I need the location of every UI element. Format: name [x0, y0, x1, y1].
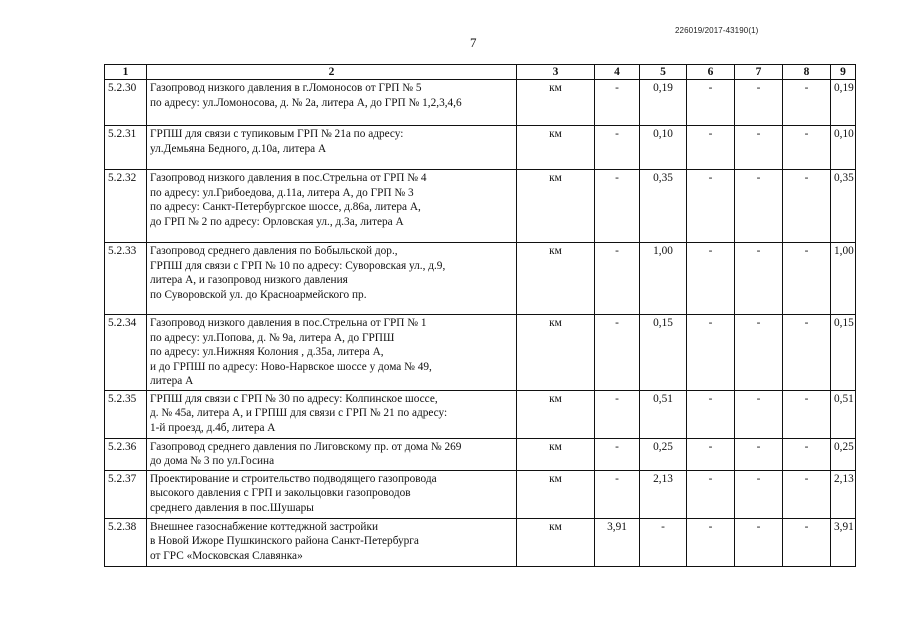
row-description — [147, 243, 517, 315]
description-line: ул.Демьяна Бедного, д.10а, литера А — [150, 142, 327, 155]
col9-value: 0,10 — [831, 126, 856, 170]
description-line: Газопровод среднего давления по Бобыльской дор., — [150, 245, 398, 257]
table-row — [105, 438, 856, 470]
table-row — [105, 80, 856, 126]
col4-value: - — [595, 170, 640, 243]
description-line: д. № 45а, литера А, и ГРПШ для связи с ГРП № 21 по адресу: — [150, 407, 448, 419]
row-number: 5.2.35 — [105, 390, 147, 438]
row-number: 5.2.31 — [105, 126, 147, 170]
table-row — [105, 470, 856, 518]
description-line: Газопровод низкого давления в г.Ломоносов от ГРП № 5 — [150, 82, 422, 94]
col8-value: - — [783, 390, 831, 438]
col8-value: - — [783, 126, 831, 170]
col7-value: - — [735, 80, 783, 126]
row-description — [147, 390, 517, 438]
col9-value: 0,19 — [831, 80, 856, 126]
description-line: до дома № 3 по ул.Госина — [150, 455, 275, 467]
description-line: литера А, и газопровод низкого давления — [150, 274, 348, 286]
column-header-5: 5 — [640, 65, 687, 80]
table-row — [105, 170, 856, 243]
unit-cell: км — [517, 80, 595, 126]
col5-value: 0,35 — [640, 170, 687, 243]
col8-value: - — [783, 438, 831, 470]
col9-value: 0,15 — [831, 315, 856, 391]
col5-value: 0,51 — [640, 390, 687, 438]
unit-cell: км — [517, 315, 595, 391]
page-number: 7 — [470, 35, 477, 50]
table-row — [105, 315, 856, 391]
row-number: 5.2.36 — [105, 438, 147, 470]
row-number: 5.2.33 — [105, 243, 147, 315]
col5-value: 0,15 — [640, 315, 687, 391]
col5-value: 0,19 — [640, 80, 687, 126]
col6-value: - — [687, 438, 735, 470]
unit-cell: км — [517, 126, 595, 170]
unit-cell: км — [517, 438, 595, 470]
col5-value: 0,25 — [640, 438, 687, 470]
unit-cell: км — [517, 470, 595, 518]
row-number: 5.2.32 — [105, 170, 147, 243]
col9-value: 0,25 — [831, 438, 856, 470]
col8-value: - — [783, 243, 831, 315]
description-line: среднего давления в пос.Шушары — [150, 501, 314, 514]
description-line: ГРПШ для связи с ГРП № 30 по адресу: Колпинское шоссе, — [150, 392, 438, 405]
col5-value: 1,00 — [640, 243, 687, 315]
description-line: Газопровод низкого давления в пос.Стрельна от ГРП № 1 — [150, 317, 427, 329]
row-description — [147, 80, 517, 126]
table-row — [105, 518, 856, 566]
col9-value: 3,91 — [831, 518, 856, 566]
description-line: ГРПШ для связи с ГРП № 10 по адресу: Суворовская ул., д.9, — [150, 259, 446, 272]
col6-value: - — [687, 243, 735, 315]
row-description — [147, 315, 517, 391]
col9-value: 0,35 — [831, 170, 856, 243]
col4-value: - — [595, 80, 640, 126]
col4-value: - — [595, 438, 640, 470]
row-description — [147, 438, 517, 470]
col6-value: - — [687, 470, 735, 518]
col6-value: - — [687, 315, 735, 391]
column-header-7: 7 — [735, 65, 783, 80]
unit-cell: км — [517, 170, 595, 243]
description-line: Газопровод среднего давления по Лиговскому пр. от дома № 269 — [150, 440, 462, 453]
column-header-4: 4 — [595, 65, 640, 80]
col4-value: - — [595, 390, 640, 438]
col7-value: - — [735, 315, 783, 391]
table-row — [105, 390, 856, 438]
column-header-3: 3 — [517, 65, 595, 80]
description-line: по адресу: Санкт-Петербургское шоссе, д.86а, литера А, — [150, 201, 421, 213]
row-description — [147, 470, 517, 518]
description-line: по адресу: ул.Ломоносова, д. № 2а, литера А, до ГРП № 1,2,3,4,6 — [150, 96, 462, 109]
table-row — [105, 126, 856, 170]
col6-value: - — [687, 126, 735, 170]
row-number: 5.2.34 — [105, 315, 147, 391]
col4-value: - — [595, 126, 640, 170]
col7-value: - — [735, 243, 783, 315]
description-line: Проектирование и строительство подводящего газопровода — [150, 472, 437, 485]
unit-cell: км — [517, 390, 595, 438]
column-header-6: 6 — [687, 65, 735, 80]
col6-value: - — [687, 170, 735, 243]
col7-value: - — [735, 438, 783, 470]
column-header-9: 9 — [831, 65, 856, 80]
col7-value: - — [735, 518, 783, 566]
col6-value: - — [687, 80, 735, 126]
description-line: по адресу: ул.Грибоедова, д.11а, литера А, до ГРП № 3 — [150, 186, 414, 199]
col8-value: - — [783, 80, 831, 126]
col4-value: - — [595, 470, 640, 518]
col7-value: - — [735, 470, 783, 518]
description-line: по адресу: ул.Попова, д. № 9а, литера А, до ГРПШ — [150, 331, 395, 344]
col8-value: - — [783, 518, 831, 566]
unit-cell: км — [517, 518, 595, 566]
col8-value: - — [783, 470, 831, 518]
col4-value: 3,91 — [595, 518, 640, 566]
col6-value: - — [687, 518, 735, 566]
col4-value: - — [595, 315, 640, 391]
column-header-2: 2 — [147, 65, 517, 80]
description-line: в Новой Ижоре Пушкинского района Санкт-Петербурга — [150, 535, 419, 547]
column-header-1: 1 — [105, 65, 147, 80]
description-line: по адресу: ул.Нижняя Колония , д.35а, литера А, — [150, 346, 384, 358]
col5-value: 0,10 — [640, 126, 687, 170]
col5-value: 2,13 — [640, 470, 687, 518]
col6-value: - — [687, 390, 735, 438]
unit-cell: км — [517, 243, 595, 315]
col5-value: - — [640, 518, 687, 566]
description-line: по Суворовской ул. до Красноармейского пр. — [150, 288, 367, 301]
description-line: Внешнее газоснабжение коттеджной застройки — [150, 520, 379, 533]
description-line: от ГРС «Московская Славянка» — [150, 549, 303, 562]
col7-value: - — [735, 390, 783, 438]
col9-value: 2,13 — [831, 470, 856, 518]
row-number: 5.2.38 — [105, 518, 147, 566]
col8-value: - — [783, 315, 831, 391]
col7-value: - — [735, 170, 783, 243]
col7-value: - — [735, 126, 783, 170]
table-row — [105, 243, 856, 315]
description-line: ГРПШ для связи с тупиковым ГРП № 21а по адресу: — [150, 128, 404, 140]
col4-value: - — [595, 243, 640, 315]
row-description — [147, 170, 517, 243]
description-line: до ГРП № 2 по адресу: Орловская ул., д.3а, литера А — [150, 215, 404, 228]
column-header-8: 8 — [783, 65, 831, 80]
col8-value: - — [783, 170, 831, 243]
header-row — [105, 65, 856, 80]
row-number: 5.2.30 — [105, 80, 147, 126]
description-line: высокого давления с ГРП и закольцовки газопроводов — [150, 487, 411, 499]
row-description — [147, 518, 517, 566]
row-number: 5.2.37 — [105, 470, 147, 518]
row-description — [147, 126, 517, 170]
col9-value: 1,00 — [831, 243, 856, 315]
program-table — [104, 64, 856, 567]
table-body — [105, 80, 856, 567]
description-line: и до ГРПШ по адресу: Ново-Нарвское шоссе у дома № 49, — [150, 360, 432, 373]
description-line: Газопровод низкого давления в пос.Стрельна от ГРП № 4 — [150, 172, 427, 184]
document-id: 226019/2017-43190(1) — [675, 26, 759, 35]
col9-value: 0,51 — [831, 390, 856, 438]
description-line: литера А — [150, 375, 194, 387]
description-line: 1-й проезд, д.4б, литера А — [150, 421, 276, 434]
